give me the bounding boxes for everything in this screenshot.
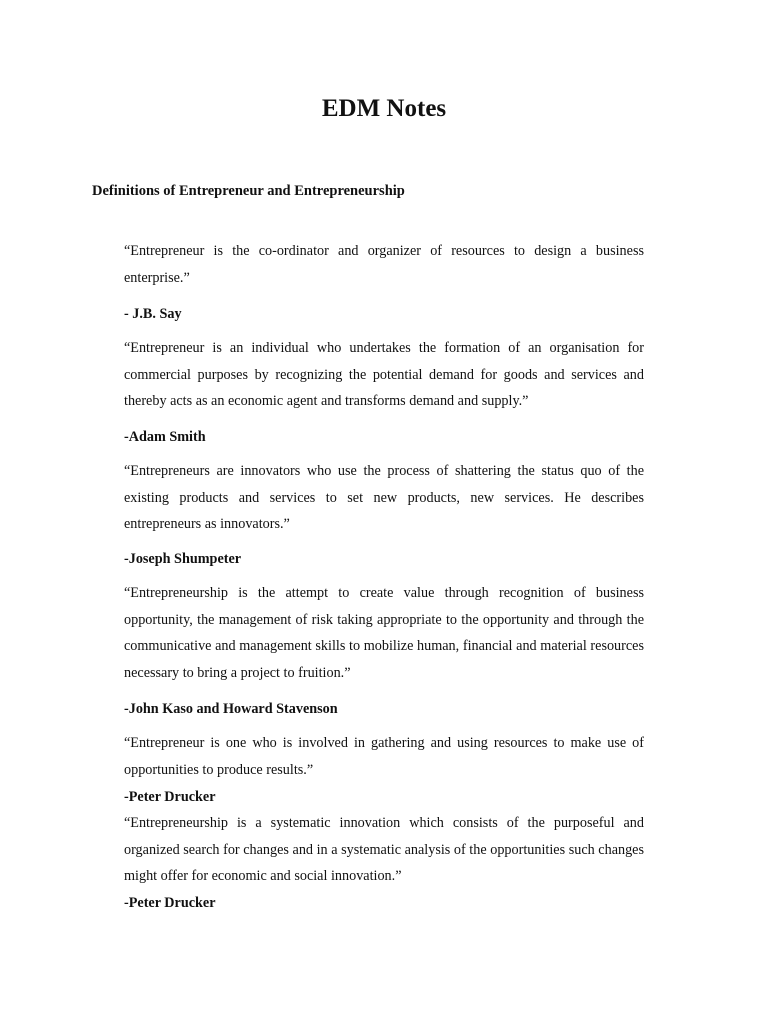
attribution-joseph-shumpeter: -Joseph Shumpeter — [124, 551, 242, 567]
quote-adam-smith: “Entrepreneur is an individual who undertakes the formation of an organisation for commercial purposes by recognizing the potential demand for goods and services and thereby acts as an economic agent and transforms demand and supply.” — [124, 340, 644, 409]
section-heading: Definitions of Entrepreneur and Entrepreneurship — [92, 183, 405, 199]
attribution-jb-say: - J.B. Say — [124, 306, 182, 322]
quote-peter-drucker-1: “Entrepreneur is one who is involved in gathering and using resources to make use of opportunities to produce results.” — [124, 735, 644, 778]
attribution-adam-smith: -Adam Smith — [124, 429, 206, 445]
attribution-peter-drucker-2: -Peter Drucker — [124, 895, 216, 911]
quote-joseph-shumpeter: “Entrepreneurs are innovators who use the process of shattering the status quo of the existing products and services to set new products, new services. He describes entrepreneurs as innovators.” — [124, 463, 644, 532]
attribution-peter-drucker-1: -Peter Drucker — [124, 789, 216, 805]
quote-peter-drucker-2: “Entrepreneurship is a systematic innovation which consists of the purposeful and organized search for changes and in a systematic analysis of the opportunities such changes might offer for economic and social innovation.” — [124, 815, 644, 884]
page-title: EDM Notes — [321, 95, 447, 122]
quote-kaso-stavenson: “Entrepreneurship is the attempt to create value through recognition of business opportunity, the management of risk taking appropriate to the opportunity and through the communicative and management skills to mobilize human, financial and material resources necessary to bring a project to fruition.” — [124, 585, 644, 681]
attribution-kaso-stavenson: -John Kaso and Howard Stavenson — [124, 701, 338, 717]
quote-jb-say: “Entrepreneur is the co-ordinator and organizer of resources to design a business enterprise.” — [124, 243, 644, 286]
